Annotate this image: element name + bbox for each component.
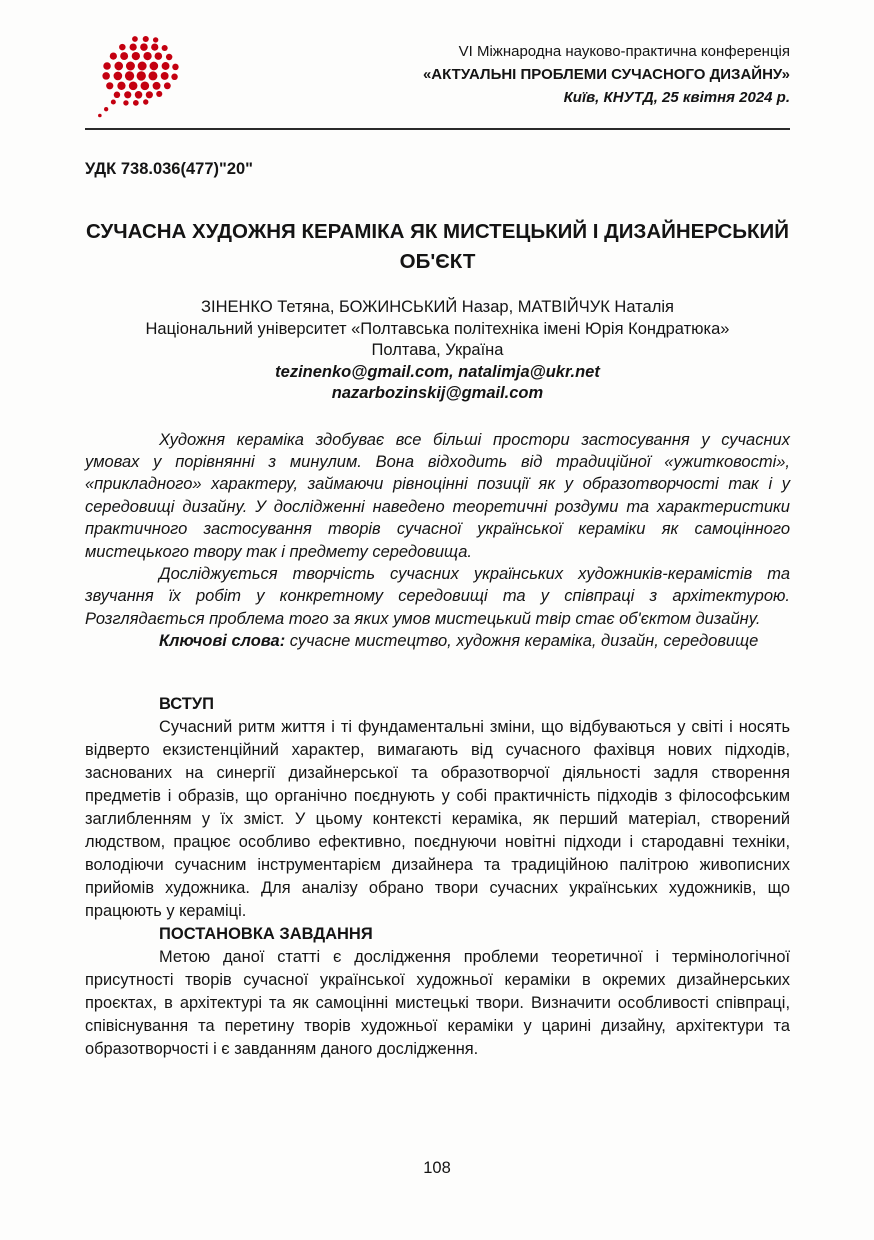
- conference-name-line: VI Міжнародна науково-практична конференція: [458, 43, 790, 60]
- section-vstup: [85, 693, 790, 923]
- section-body-vstup: Сучасний ритм життя і ті фундаментальні зміни, що відбуваються у світі і носять відверто екзистенційний характер, вимагають від сучасного фахівця нових підходів, заснованих на синергії дизайнерської та образотворчої діяльності задля створення предметів і образів, що органічно поєднують у собі практичність підходів з філософським заглибленням у їх зміст. У цьому контексті кераміка, як перший матеріал, створений людством, працює особливо ефективно, поєднуючи новітні підходи і стародавні техніки, володіючи сучасним інструментарієм дизайнера та традиційною палітрою живописних прийомів художника. Для аналізу обрано твори сучасних українських художників, що працюють у кераміці.: [85, 717, 790, 920]
- paper-title: СУЧАСНА ХУДОЖНЯ КЕРАМІКА ЯК МИСТЕЦЬКИЙ І ДИЗАЙНЕРСЬКИЙ ОБ'ЄКТ: [85, 220, 790, 273]
- affiliation-line: Національний університет «Полтавська політехніка імені Юрія Кондратюка»: [145, 319, 730, 338]
- conference-logo: [91, 30, 191, 120]
- conference-header-block: [191, 28, 790, 109]
- page-header: [85, 28, 790, 120]
- dotted-globe-icon: [91, 30, 191, 120]
- authors-line: ЗІНЕНКО Тетяна, БОЖИНСЬКИЙ Назар, МАТВІЙЧУК Наталія: [201, 298, 674, 316]
- conference-venue-date: Київ, КНУТД, 25 квітня 2024 р.: [563, 89, 790, 106]
- byline-block: [85, 297, 790, 405]
- section-postanovka: [85, 923, 790, 1061]
- section-heading-vstup: ВСТУП: [159, 694, 214, 713]
- section-body-postanovka: Метою даної статті є дослідження проблеми теоретичної і термінологічної присутності творів сучасної української художньої кераміки в окремих дизайнерських проєктах, в архітектурі та як самоцінні мистецькі твори. Визначити особливості співпраці, співіснування та перетину творів художньої кераміки у царині дизайну, архітектури та образотворчості і є завданням даного дослідження.: [85, 947, 790, 1058]
- page-number: 108: [423, 1159, 451, 1177]
- conference-title-line: «АКТУАЛЬНІ ПРОБЛЕМИ СУЧАСНОГО ДИЗАЙНУ»: [422, 66, 790, 83]
- location-line: Полтава, Україна: [371, 341, 504, 359]
- section-heading-postanovka: ПОСТАНОВКА ЗАВДАННЯ: [159, 924, 373, 943]
- keywords-text: сучасне мистецтво, художня кераміка, дизайн, середовище: [289, 632, 759, 651]
- emails-line-2: nazarbozinskij@gmail.com: [331, 384, 544, 402]
- keywords-line: [85, 630, 790, 652]
- header-divider: [85, 128, 790, 130]
- abstract-block: [85, 429, 790, 653]
- abstract-paragraph-1: Художня кераміка здобуває все більші простори застосування у сучасних умовах у порівнянні з минулим. Вона відходить від традиційної «ужитковості», «прикладного» характеру, займаючи рівноцінні позиції як у образотворчості так і у середовищі дизайну. У дослідженні наведено теоретичні роздуми та характеристики практичного застосування творів сучасної української кераміки як самоцінного мистецького твору так і предмету середовища.: [85, 430, 790, 561]
- abstract-paragraph-2: Досліджується творчість сучасних українських художників-керамістів та звучання їх робіт у конкретному середовищі та у співпраці з архітектурою. Розглядається проблема того за яких умов мистецький твір стає об'єктом дизайну.: [85, 564, 790, 628]
- emails-line-1: tezinenko@gmail.com, natalimja@ukr.net: [275, 362, 600, 381]
- keywords-label: Ключові слова:: [159, 632, 286, 651]
- udk-code: УДК 738.036(477)"20": [85, 160, 253, 178]
